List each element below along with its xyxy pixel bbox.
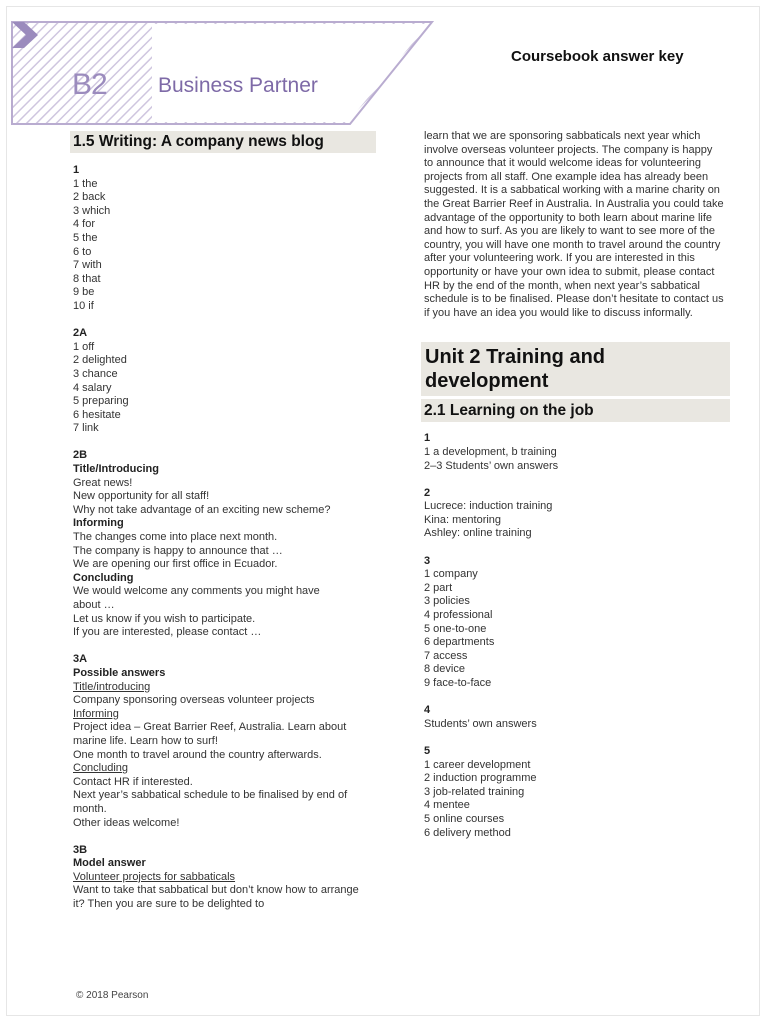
list-item: 10 if bbox=[73, 299, 94, 312]
unit-title: Unit 2 Training and development bbox=[421, 342, 730, 396]
list-item: 2 delighted bbox=[73, 354, 127, 367]
exercise-5 bbox=[424, 745, 730, 840]
text-line: Let us know if you wish to participate. bbox=[73, 612, 256, 625]
exercise-3a bbox=[73, 653, 413, 830]
list-item: 5 online courses bbox=[424, 812, 505, 825]
list-item: 3 policies bbox=[424, 595, 470, 608]
text-line: We are opening our first office in Ecuador. bbox=[73, 558, 278, 571]
list-item: 1 a development, b training bbox=[424, 445, 557, 458]
exercise-number: 1 bbox=[73, 164, 80, 176]
text-line: Contact HR if interested. bbox=[73, 775, 193, 788]
list-item: 7 access bbox=[424, 649, 468, 662]
exercise-2 bbox=[424, 487, 730, 541]
exercise-number: 5 bbox=[424, 744, 431, 757]
list-item: 1 company bbox=[424, 568, 478, 581]
underlined-heading: Volunteer projects for sabbaticals bbox=[73, 870, 236, 883]
header-banner bbox=[10, 20, 434, 126]
right-column bbox=[424, 130, 730, 854]
list-item: 2 part bbox=[424, 581, 453, 594]
list-item: 5 the bbox=[73, 231, 98, 244]
text-line: Great news! bbox=[73, 476, 133, 489]
list-item: 3 which bbox=[73, 204, 111, 217]
text-line: We would welcome any comments you might have about … bbox=[73, 585, 320, 611]
left-column bbox=[73, 130, 413, 925]
exercise-3 bbox=[424, 555, 730, 691]
subheading-possible-answers: Possible answers bbox=[73, 666, 166, 679]
copyright-footer: © 2018 Pearson bbox=[76, 990, 149, 1001]
list-item: Kina: mentoring bbox=[424, 513, 502, 526]
chevron-right-icon bbox=[10, 20, 40, 50]
text-line: Project idea – Great Barrier Reef, Australia. Learn about marine life. Learn how to surf! bbox=[73, 721, 347, 747]
text-line: Other ideas welcome! bbox=[73, 816, 180, 829]
text-line: The company is happy to announce that … bbox=[73, 544, 283, 557]
list-item: 2 induction programme bbox=[424, 772, 537, 785]
list-item: 1 the bbox=[73, 177, 98, 190]
exercise-number: 4 bbox=[424, 704, 431, 717]
paragraph: Want to take that sabbatical but don’t know how to arrange it? Then you are sure to be delighted to bbox=[73, 884, 359, 911]
exercise-number: 2 bbox=[424, 486, 431, 499]
text-line: New opportunity for all staff! bbox=[73, 490, 210, 503]
paragraph-continued: learn that we are sponsoring sabbaticals next year which involve overseas volunteer projects. The company is happy to announce that it would welcome ideas for volunteering projects from all staff. One example idea has already been suggested. It is a sabbatical working with a marine charity on the Great Barrier Reef in Australia. In Australia you could take advantage of the opportunity to both learn about marine life and how to surf. As you are likely to want to see more of the country, you will have one month to travel around the country after your volunteering work. If you are interested in this opportunity or have your own idea to submit, please contact HR by the end of the month, when next year’s sabbatical schedule is to be finalised. Please don’t hesitate to contact us if you have an idea you would like to discuss informally. bbox=[424, 130, 724, 319]
list-item: 1 career development bbox=[424, 758, 531, 771]
list-item: 3 job-related training bbox=[424, 785, 525, 798]
list-item: 2 back bbox=[73, 191, 106, 204]
lesson-title: 2.1 Learning on the job bbox=[421, 399, 730, 422]
list-item: Lucrece: induction training bbox=[424, 500, 553, 513]
text-line: Next year’s sabbatical schedule to be finalised by end of month. bbox=[73, 789, 348, 815]
subheading-informing: Informing bbox=[73, 517, 124, 530]
list-item: 1 off bbox=[73, 340, 95, 353]
list-item: 6 hesitate bbox=[73, 408, 121, 421]
list-item: 9 face-to-face bbox=[424, 677, 492, 689]
exercise-1 bbox=[73, 164, 413, 314]
list-item: 6 to bbox=[73, 245, 92, 258]
list-item: 7 with bbox=[73, 259, 102, 272]
exercise-3b bbox=[73, 844, 413, 912]
list-item: 8 device bbox=[424, 663, 465, 676]
list-item: 4 professional bbox=[424, 609, 493, 622]
underlined-heading: Informing bbox=[73, 707, 119, 720]
list-item: 8 that bbox=[73, 272, 101, 285]
list-item: 9 be bbox=[73, 286, 95, 299]
list-item: 7 link bbox=[73, 422, 99, 435]
list-item: 5 preparing bbox=[73, 395, 129, 408]
text-line: If you are interested, please contact … bbox=[73, 626, 262, 639]
text-line: Why not take advantage of an exciting new scheme? bbox=[73, 503, 331, 516]
list-item: Ashley: online training bbox=[424, 527, 532, 540]
subheading-title-introducing: Title/Introducing bbox=[73, 463, 159, 476]
answer-list bbox=[73, 178, 413, 314]
text-line: Company sponsoring overseas volunteer projects bbox=[73, 694, 315, 707]
list-item: 5 one-to-one bbox=[424, 622, 487, 635]
brand-name: Business Partner bbox=[158, 74, 318, 97]
subheading-concluding: Concluding bbox=[73, 571, 134, 584]
list-item: Students’ own answers bbox=[424, 717, 537, 730]
list-item: 6 departments bbox=[424, 636, 495, 649]
subheading-model-answer: Model answer bbox=[73, 857, 146, 870]
underlined-heading: Concluding bbox=[73, 762, 129, 775]
list-item: 3 chance bbox=[73, 367, 118, 380]
exercise-number: 3 bbox=[424, 554, 431, 567]
exercise-2b bbox=[73, 449, 413, 639]
exercise-4 bbox=[424, 704, 730, 731]
exercise-number: 2B bbox=[73, 449, 88, 462]
brand-level: B2 bbox=[72, 68, 107, 101]
section-title: 1.5 Writing: A company news blog bbox=[70, 131, 376, 153]
text-line: One month to travel around the country afterwards. bbox=[73, 748, 322, 761]
exercise-number: 3B bbox=[73, 843, 88, 856]
document-title: Coursebook answer key bbox=[511, 48, 684, 65]
exercise-number: 3A bbox=[73, 653, 88, 666]
list-item: 6 delivery method bbox=[424, 826, 511, 839]
list-item: 4 salary bbox=[73, 381, 112, 394]
list-item: 2–3 Students’ own answers bbox=[424, 459, 559, 472]
exercise-1 bbox=[424, 432, 730, 473]
exercise-number: 2A bbox=[73, 327, 88, 340]
underlined-heading: Title/introducing bbox=[73, 680, 151, 693]
list-item: 4 for bbox=[73, 218, 96, 231]
exercise-2a bbox=[73, 327, 413, 436]
exercise-number: 1 bbox=[424, 432, 431, 445]
list-item: 4 mentee bbox=[424, 799, 470, 812]
text-line: The changes come into place next month. bbox=[73, 531, 278, 544]
